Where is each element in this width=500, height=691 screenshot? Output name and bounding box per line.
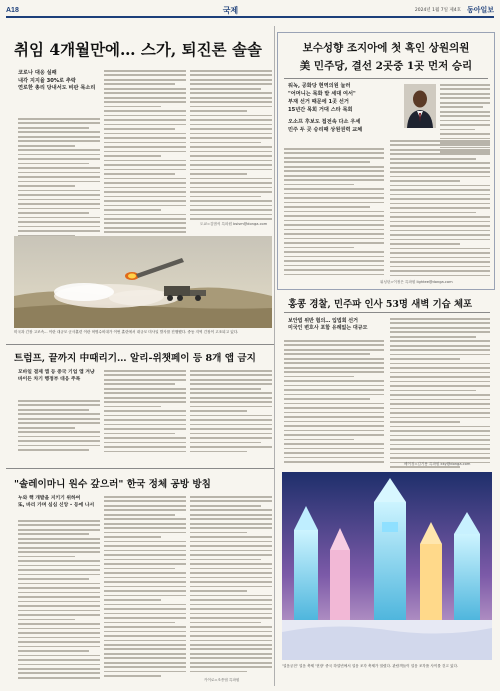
sidebar-subhead: 15년간 목회 거대 스타 목회	[288, 107, 353, 114]
article2-subhead: 바이든 차기 행정부 대응 주목	[18, 376, 81, 382]
column-divider	[274, 26, 275, 686]
senator-portrait	[404, 84, 436, 128]
sidebar-col1	[284, 148, 384, 278]
article1-subheads	[18, 70, 98, 93]
article2-col2	[104, 370, 186, 455]
sidebar-subhead: 민주 두 곳 승리때 상원권력 교체	[288, 127, 363, 134]
section-title: 국제	[222, 5, 239, 15]
article3-subhead: 미국인 변호사 포함 유례없는 대규모	[288, 325, 368, 332]
article2-col1	[18, 400, 100, 454]
article3-col1	[284, 340, 384, 466]
article1-subhead: 코로나 대응 실패	[18, 70, 57, 76]
article4-subhead: 누와 핵 개발을 지키기 위하여	[18, 496, 81, 501]
article1-byline: 도쿄=김범석 특파원 bsism@donga.com	[200, 222, 268, 226]
divider	[6, 344, 274, 345]
ice-festival-photo	[282, 472, 492, 660]
article1-col3	[190, 70, 272, 222]
sidebar-subhead: "어머니는 목화 밭 세대 여서"	[288, 91, 356, 98]
sidebar-subhead: 부재 선거 때문에 1곳 선거	[288, 99, 349, 106]
article3-byline: 베이징=김기용 특파원 kky@donga.com	[404, 462, 471, 466]
divider	[284, 312, 490, 313]
article4-subheads	[18, 496, 98, 510]
sidebar-subhead: 워녹, 공화당 현역의원 눌러	[288, 83, 351, 89]
article4-headline: "솔레이마니 원수 갚으러" 한국 정체 공방 방침	[14, 479, 211, 490]
article1-headline: 취임 4개월만에… 스가, 퇴진론 솔솔	[14, 40, 262, 59]
article2-subheads	[18, 370, 98, 384]
sidebar-byline: 워싱턴=이정은 특파원 lightee@donga.com	[380, 280, 453, 284]
article3-col2	[390, 318, 490, 470]
photo1-caption: 미국과 긴장 고조속… 이란 대규모 군사훈련 이란 혁명수비대가 이번 훈련에서 대규모 미사일 발사를 진행했다. 중동 지역 긴장이 고조되고 있다.	[14, 330, 239, 334]
article1-subhead: 내각 지지율 30%로 추락	[18, 77, 76, 84]
article1-col1	[18, 118, 100, 239]
missile-launch-photo	[14, 236, 272, 328]
page-number: A18	[6, 6, 19, 14]
article2-col3	[190, 370, 272, 455]
dateline: 2024년 1월 7일 제4호	[414, 8, 461, 13]
photo2-caption: '얼음궁전' 얼음 축제 '현장' 중국 하얼빈에서 얼음 조각 축제가 열렸다. 관람객들이 얼음 조각품 사이를 걷고 있다.	[282, 664, 459, 668]
article1-subhead: 연로한 총리 당내서도 비판 목소리	[18, 85, 96, 92]
article2-headline: 트럼프, 끝까지 中때리기… 알리-위챗페이 등 8개 앱 금지	[14, 353, 256, 364]
article4-byline: 카이로=조종엽 특파원	[204, 678, 240, 682]
sidebar-subheads	[288, 82, 408, 114]
divider	[284, 78, 488, 79]
page-header	[6, 4, 494, 18]
article1-col2	[104, 70, 186, 236]
article2-subhead: 모바일 결제 앱 등 중국 기업 앱 겨냥	[18, 370, 95, 375]
sidebar-headline-2: 美 민주당, 결선 2곳중 1곳 먼저 승리	[299, 60, 473, 72]
article4-col2	[104, 496, 186, 680]
sidebar-subheads-2	[288, 118, 408, 134]
article4-col3	[190, 496, 272, 675]
sidebar-subhead: 오소프 후보도 접전속 다소 우세	[288, 119, 361, 125]
article3-subhead: 보안법 위반 혐의… 입법회 선거	[288, 318, 358, 324]
sidebar-col2	[390, 140, 490, 279]
article4-subhead: 또, 바리 가며 심심 신앙 – 등에 나서	[18, 502, 95, 508]
sidebar-headline-1: 보수성향 조지아에 첫 흑인 상원의원	[302, 42, 470, 54]
divider	[6, 468, 274, 469]
article4-col1	[18, 520, 100, 681]
masthead-logo: 동아일보	[466, 5, 494, 14]
article3-headline: 홍콩 경찰, 민주파 인사 53명 새벽 기습 체포	[288, 299, 473, 310]
